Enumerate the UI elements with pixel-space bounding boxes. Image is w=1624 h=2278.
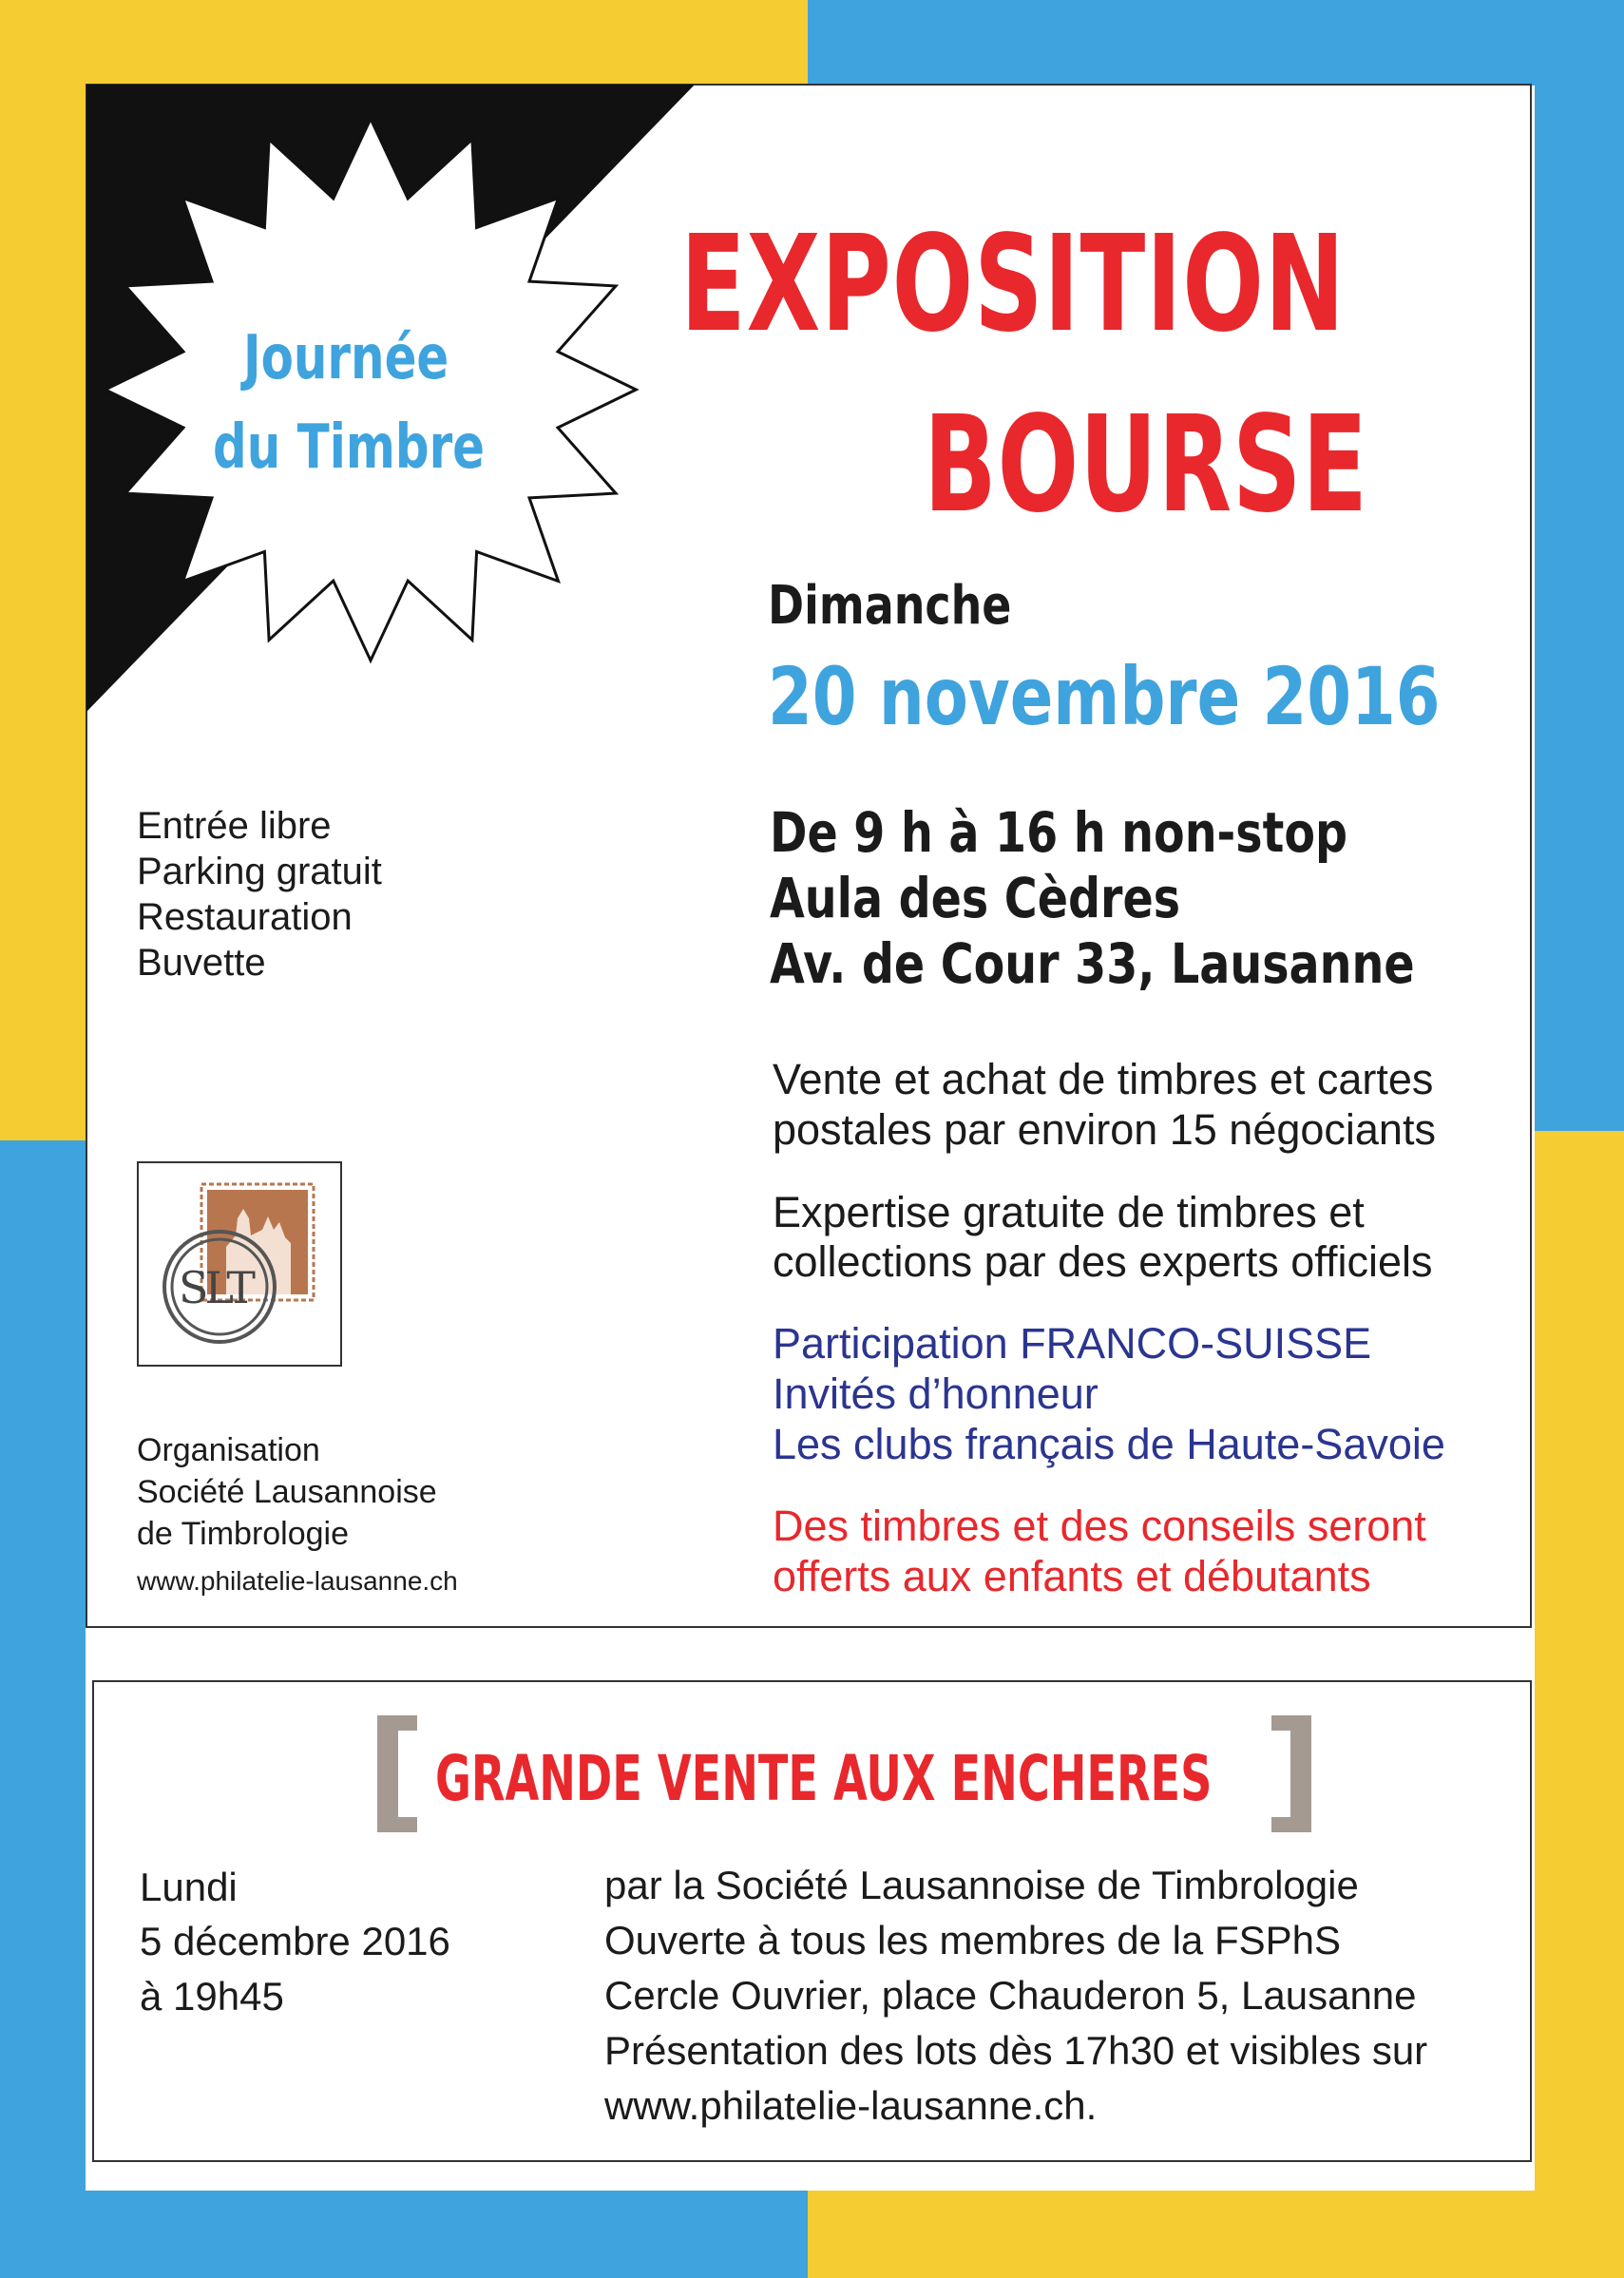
starburst-shape [95, 95, 646, 703]
org-website-link[interactable]: www.philatelie-lausanne.ch [137, 1566, 458, 1596]
auction-line-open: Ouverte à tous les membres de la FSPhS [604, 1918, 1342, 1962]
auction-time: à 19h45 [140, 1974, 284, 2019]
kids-line1: Des timbres et des conseils seront [773, 1502, 1426, 1550]
guests-line2: Les clubs français de Haute-Savoie [773, 1420, 1445, 1468]
logo-letters: SLT [179, 1262, 252, 1313]
border-yellow-right [1535, 1131, 1624, 2278]
auction-line-organiser: par la Société Lausannoise de Timbrologie [604, 1863, 1359, 1907]
date-full: 20 novembre 2016 [768, 650, 1441, 743]
amenity-restaurant: Restauration [137, 896, 353, 938]
kids-line2: offerts aux enfants et débutants [773, 1552, 1371, 1600]
sale-line1: Vente et achat de timbres et cartes [773, 1055, 1434, 1103]
org-label: Organisation [137, 1432, 320, 1468]
border-blue-bottom [0, 2191, 808, 2278]
border-yellow-bottom [808, 2191, 1624, 2278]
border-yellow-top [0, 0, 808, 86]
amenity-entry: Entrée libre [137, 805, 332, 847]
amenity-parking: Parking gratuit [137, 851, 382, 892]
starburst-line1: Journée [243, 323, 449, 393]
expertise-line1: Expertise gratuite de timbres et [773, 1188, 1365, 1236]
border-blue-left [0, 1140, 86, 2278]
starburst-line2: du Timbre [213, 412, 486, 483]
detail-hours: De 9 h à 16 h non-stop [770, 800, 1348, 865]
border-blue-top [808, 0, 1624, 86]
border-yellow-left [0, 0, 86, 1140]
border-blue-right [1535, 0, 1624, 1131]
participation-line [773, 1319, 1371, 1369]
expertise-line2: collections par des experts officiels [773, 1237, 1433, 1286]
auction-line-presentation: Présentation des lots dès 17h30 et visibles sur [604, 2028, 1428, 2073]
auction-date: 5 décembre 2016 [140, 1919, 450, 1963]
logo-box [137, 1161, 342, 1367]
guests-line1: Invités d’honneur [773, 1369, 1099, 1418]
org-name-line2: de Timbrologie [137, 1516, 350, 1552]
bracket-left [377, 1715, 417, 1832]
participation-prefix: Participation [773, 1319, 1021, 1368]
date-day: Dimanche [768, 575, 1012, 637]
participation-highlight: FRANCO-SUISSE [1020, 1319, 1372, 1368]
org-name-line1: Société Lausannoise [137, 1474, 437, 1510]
title-exposition: EXPOSITION [680, 207, 1346, 362]
sale-line2: postales par environ 15 négociants [773, 1105, 1436, 1154]
bracket-right [1271, 1715, 1311, 1832]
auction-day: Lundi [140, 1865, 238, 1909]
amenity-bar: Buvette [137, 942, 266, 984]
auction-website-link[interactable]: www.philatelie-lausanne.ch. [604, 2083, 1098, 2128]
auction-line-venue: Cercle Ouvrier, place Chauderon 5, Lausanne [604, 1973, 1417, 2018]
title-bourse: BOURSE [924, 388, 1368, 543]
auction-title: GRANDE VENTE AUX ENCHERES [435, 1742, 1213, 1815]
detail-venue: Aula des Cèdres [770, 866, 1181, 930]
detail-address: Av. de Cour 33, Lausanne [770, 931, 1415, 996]
